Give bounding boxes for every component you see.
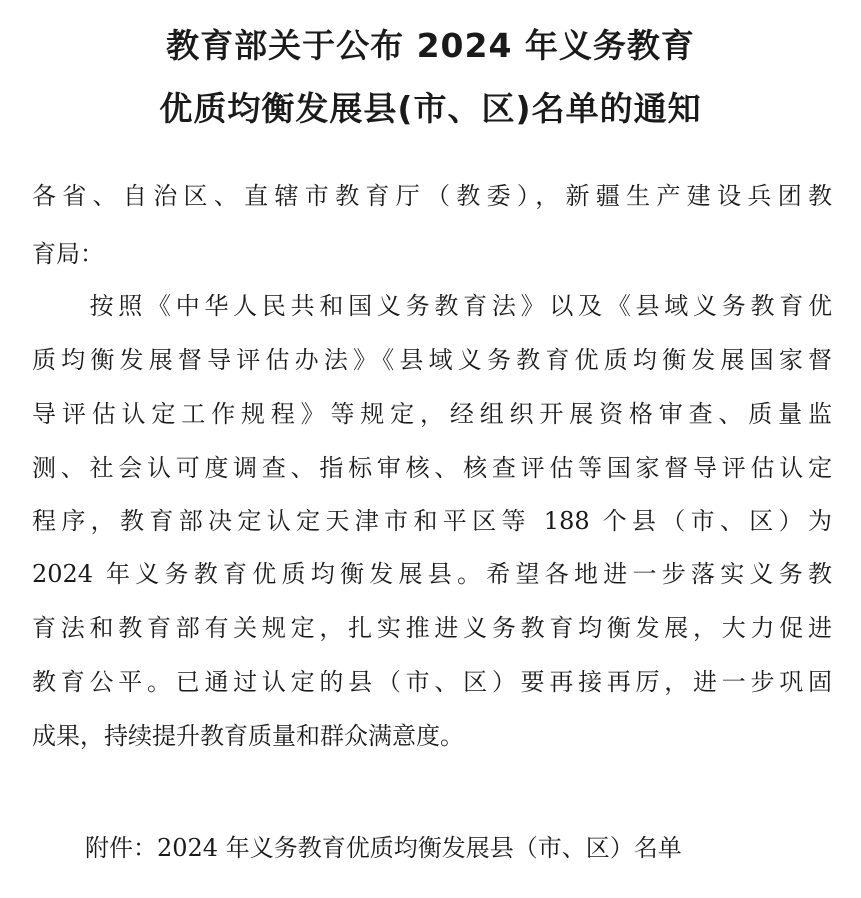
body-line-8: 教育公平。已通过认定的县（市、区）要再接再厉，进一步巩固 [32,668,832,696]
salutation-line-2: 育局： [32,240,104,268]
body-line-3: 导评估认定工作规程》等规定，经组织开展资格审查、质量监 [32,400,832,428]
body-line-6: 2024 年义务教育优质均衡发展县。希望各地进一步落实义务教 [32,560,832,588]
body-line-7: 育法和教育部有关规定，扎实推进义务教育均衡发展，大力促进 [32,614,832,642]
body-line-1: 按照《中华人民共和国义务教育法》以及《县域义务教育优 [32,292,832,320]
body-line-5: 程序，教育部决定认定天津市和平区等 188 个县（市、区）为 [32,507,832,535]
attachment-line: 附件：2024 年义务教育优质均衡发展县（市、区）名单 [85,834,682,862]
salutation-line-1: 各省、自治区、直辖市教育厅（教委），新疆生产建设兵团教 [32,182,832,210]
body-line-2: 质均衡发展督导评估办法》《县域义务教育优质均衡发展国家督 [32,346,832,374]
body-line-9: 成果，持续提升教育质量和群众满意度。 [32,722,464,750]
document-title-line-1: 教育部关于公布 2024 年义务教育 [166,26,695,65]
body-line-4: 测、社会认可度调查、指标审核、核查评估等国家督导评估认定 [32,454,832,482]
document-title-line-2: 优质均衡发展县(市、区)名单的通知 [159,89,702,128]
